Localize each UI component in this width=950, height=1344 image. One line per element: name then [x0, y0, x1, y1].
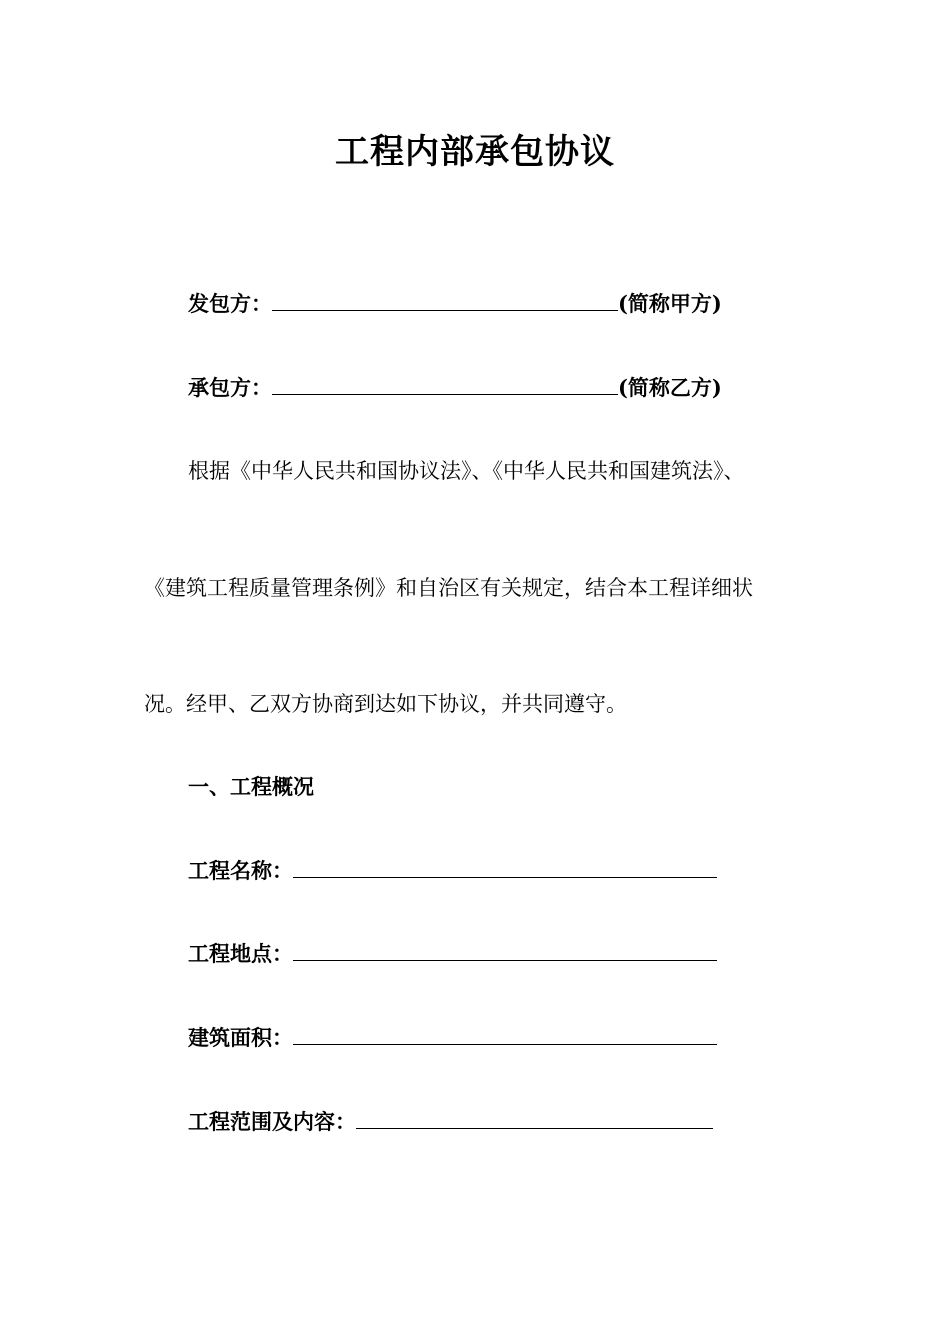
- issuer-label: 发包方：: [188, 291, 272, 316]
- field-row-building-area: [188, 1022, 717, 1054]
- contractor-suffix: (简称乙方): [618, 375, 722, 400]
- field-label: 工程地点：: [188, 941, 293, 966]
- document-title: 工程内部承包协议: [335, 132, 615, 172]
- field-row-project-name: [188, 855, 717, 887]
- section-heading: 一、工程概况: [188, 774, 314, 799]
- field-row-project-location: [188, 938, 717, 970]
- contractor-row: [188, 372, 722, 404]
- project-scope-blank-field[interactable]: [356, 1106, 713, 1129]
- issuer-row: [188, 288, 722, 320]
- preamble-line-1: 根据《中华人民共和国协议法》、《中华人民共和国建筑法》、: [188, 459, 745, 483]
- preamble-line-2: 《建筑工程质量管理条例》和自治区有关规定，结合本工程详细状: [144, 576, 753, 600]
- field-row-project-scope: [188, 1106, 713, 1138]
- issuer-blank-field[interactable]: [272, 288, 618, 311]
- field-label: 工程名称：: [188, 858, 293, 883]
- contractor-blank-field[interactable]: [272, 372, 618, 395]
- project-location-blank-field[interactable]: [293, 938, 717, 961]
- contractor-label: 承包方：: [188, 375, 272, 400]
- building-area-blank-field[interactable]: [293, 1022, 717, 1045]
- project-name-blank-field[interactable]: [293, 855, 717, 878]
- field-label: 工程范围及内容：: [188, 1109, 356, 1134]
- field-label: 建筑面积：: [188, 1025, 293, 1050]
- issuer-suffix: (简称甲方): [618, 291, 722, 316]
- preamble-line-3: 况。经甲、乙双方协商到达如下协议，并共同遵守。: [144, 692, 627, 716]
